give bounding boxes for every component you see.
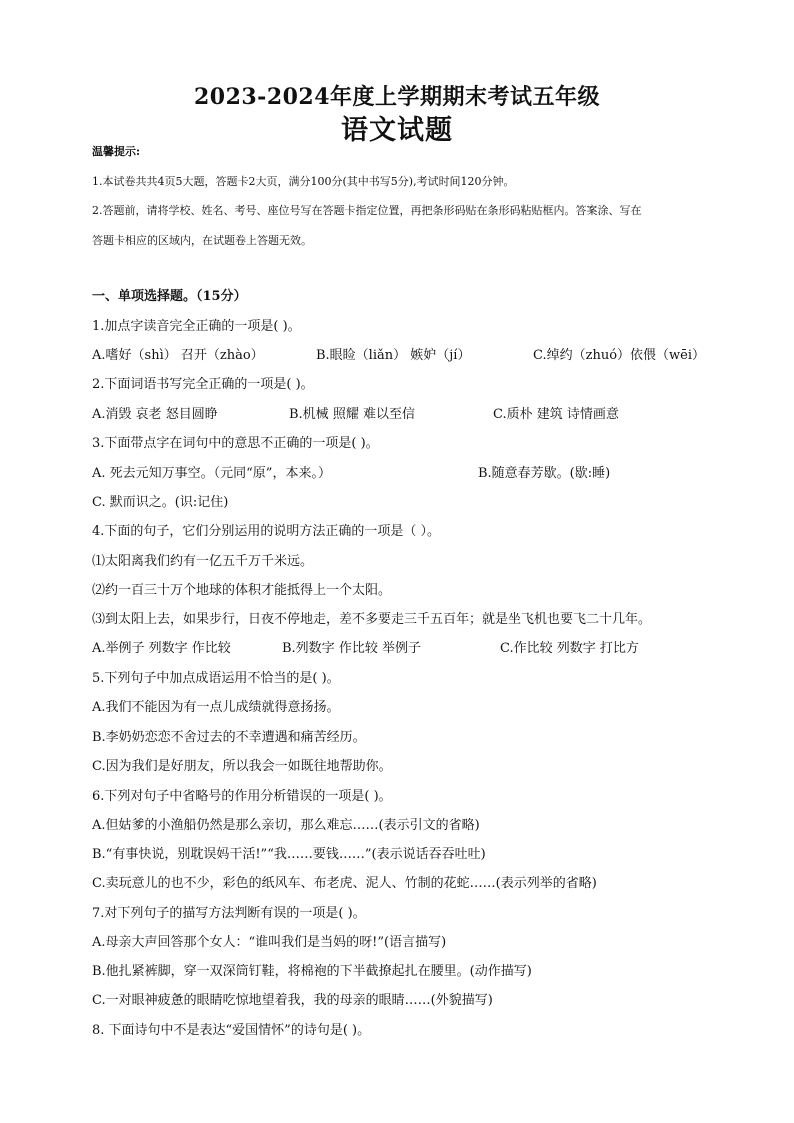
answer-option: C.因为我们是好朋友，所以我会一如既往地帮助你。 <box>92 759 392 774</box>
question-stem: 8. 下面诗句中不是表达“爱国情怀”的诗句是( )。 <box>92 1023 371 1038</box>
exam-title: 2023-2024年度上学期期末考试五年级 <box>193 84 601 110</box>
answer-option: C.一对眼神疲惫的眼睛吃惊地望着我，我的母亲的眼睛……(外貌描写) <box>92 993 493 1008</box>
question-sentence: ⑵约一百三十万个地球的体积才能抵得上一个太阳。 <box>92 583 392 598</box>
question-stem: 5.下列句子中加点成语运用不恰当的是( )。 <box>92 671 340 686</box>
answer-option: A. 死去元知万事空。（元同“原”，本来。） <box>92 466 331 481</box>
answer-option: B.机械 照耀 难以至信 <box>289 407 415 422</box>
notice-item: 2.答题前，请将学校、姓名、考号、座位号写在答题卡指定位置，再把条形码贴在条形码粘贴框内。答案涂、写在 <box>92 204 642 217</box>
answer-option: C. 默而识之。(识:记住) <box>92 495 229 510</box>
answer-option: A.嗜好（shì） 召开（zhào） <box>92 348 264 363</box>
notice-label: 温馨提示: <box>92 145 141 158</box>
answer-option: A.但姑爹的小渔船仍然是那么亲切，那么难忘……(表示引文的省略) <box>92 818 480 833</box>
question-stem: 4.下面的句子，它们分别运用的说明方法正确的一项是（ ）。 <box>92 524 441 539</box>
answer-option: B.“有事快说，别耽误妈干活!”“我……要钱……”(表示说话吞吞吐吐) <box>92 847 486 862</box>
question-stem: 6.下列对句子中省略号的作用分析错误的一项是( )。 <box>92 789 392 804</box>
question-stem: 1.加点字读音完全正确的一项是( )。 <box>92 319 301 334</box>
answer-option: B.眼睑（liǎn） 嫉妒（jí） <box>316 348 471 363</box>
question-stem: 7.对下列句子的描写方法判断有误的一项是( )。 <box>92 906 366 921</box>
notice-item: 答题卡相应的区域内，在试题卷上答题无效。 <box>92 234 312 247</box>
question-sentence: ⑶到太阳上去，如果步行，日夜不停地走，差不多要走三千五百年；就是坐飞机也要飞二十几年。 <box>92 612 652 627</box>
question-stem: 3.下面带点字在词句中的意思不正确的一项是( )。 <box>92 436 379 451</box>
question-stem: 2.下面词语书写完全正确的一项是( )。 <box>92 377 314 392</box>
answer-option: C.作比较 列数字 打比方 <box>500 641 639 656</box>
answer-option: A.我们不能因为有一点儿成绩就得意扬扬。 <box>92 700 340 715</box>
answer-option: B.李奶奶恋恋不舍过去的不幸遭遇和痛苦经历。 <box>92 730 366 745</box>
answer-option: C.质朴 建筑 诗情画意 <box>493 407 619 422</box>
answer-option: B.他扎紧裤脚，穿一双深筒钉鞋，将棉袍的下半截撩起扎在腰里。(动作描写) <box>92 964 532 979</box>
exam-subject-title: 语文试题 <box>341 115 453 146</box>
question-sentence: ⑴太阳离我们约有一亿五千万千米远。 <box>92 554 314 569</box>
answer-option: C.绰约（zhuó）依偎（wēi） <box>533 348 706 363</box>
section-heading: 一、单项选择题。（15分） <box>92 289 247 304</box>
answer-option: C.卖玩意儿的也不少，彩色的纸风车、布老虎、泥人、竹制的花蛇……(表示列举的省略) <box>92 876 597 891</box>
answer-option: A.母亲大声回答那个女人：“谁叫我们是当妈的呀!”(语言描写) <box>92 935 447 950</box>
notice-item: 1.本试卷共共4页5大题，答题卡2大页，满分100分(其中书写5分),考试时间120分钟。 <box>92 175 515 188</box>
answer-option: B.随意春芳歇。(歇:睡) <box>478 466 611 481</box>
answer-option: A.消毁 哀老 怒目圆睁 <box>92 407 218 422</box>
answer-option: A.举例子 列数字 作比较 <box>92 641 231 656</box>
answer-option: B.列数字 作比较 举例子 <box>282 641 421 656</box>
